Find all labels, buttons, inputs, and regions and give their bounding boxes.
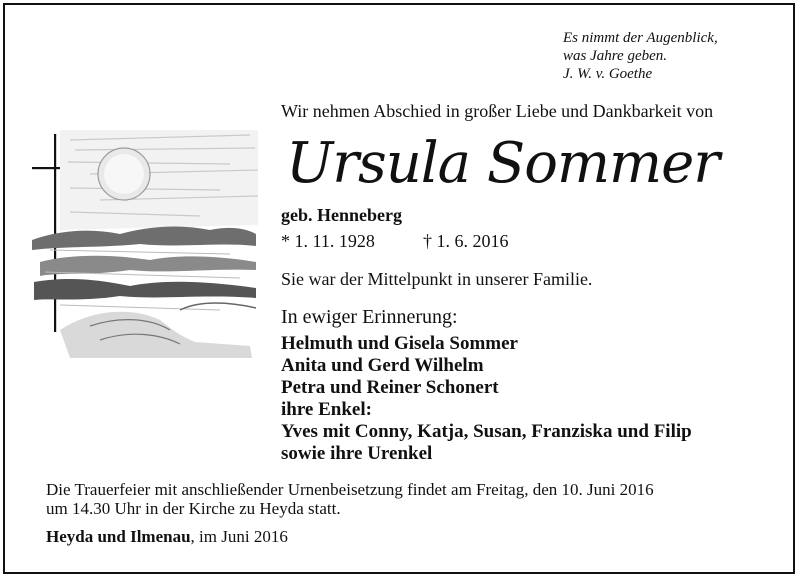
- family-line: Petra und Reiner Schonert: [281, 377, 499, 398]
- tribute-text: Sie war der Mittelpunkt in unserer Familie.: [281, 269, 593, 289]
- life-dates: [281, 231, 509, 252]
- quote-line-2: was Jahre geben.: [563, 48, 668, 64]
- quote-line-1: Es nimmt der Augenblick,: [563, 30, 718, 46]
- family-line: Helmuth und Gisela Sommer: [281, 333, 518, 354]
- family-line: sowie ihre Urenkel: [281, 443, 433, 464]
- death-date: † 1. 6. 2016: [423, 231, 509, 251]
- family-line: ihre Enkel:: [281, 399, 372, 420]
- ceremony-line-2: um 14.30 Uhr in der Kirche zu Heyda statt.: [46, 499, 341, 518]
- family-line: Yves mit Conny, Katja, Susan, Franziska und Filip: [281, 421, 692, 442]
- quote-author: J. W. v. Goethe: [563, 66, 653, 82]
- ceremony-info: [46, 480, 654, 518]
- cross-icon-vertical: [54, 134, 56, 332]
- place-month: , im Juni 2016: [190, 527, 288, 546]
- deceased-name: Ursula Sommer: [286, 131, 720, 196]
- family-list: [281, 333, 692, 465]
- intro-text: Wir nehmen Abschied in großer Liebe und Dankbarkeit von: [281, 101, 714, 121]
- birth-date: * 1. 11. 1928: [281, 231, 375, 251]
- memory-heading: In ewiger Erinnerung:: [281, 306, 458, 328]
- place-locations: Heyda und Ilmenau: [46, 527, 191, 546]
- place-date: [46, 527, 288, 547]
- goethe-quote: [563, 29, 718, 83]
- family-line: Anita und Gerd Wilhelm: [281, 355, 484, 376]
- maiden-name: geb. Henneberg: [281, 205, 402, 225]
- ceremony-line-1: Die Trauerfeier mit anschließender Urnenbeisetzung findet am Freitag, den 10. Juni 2016: [46, 480, 654, 499]
- landscape-illustration: [30, 130, 258, 362]
